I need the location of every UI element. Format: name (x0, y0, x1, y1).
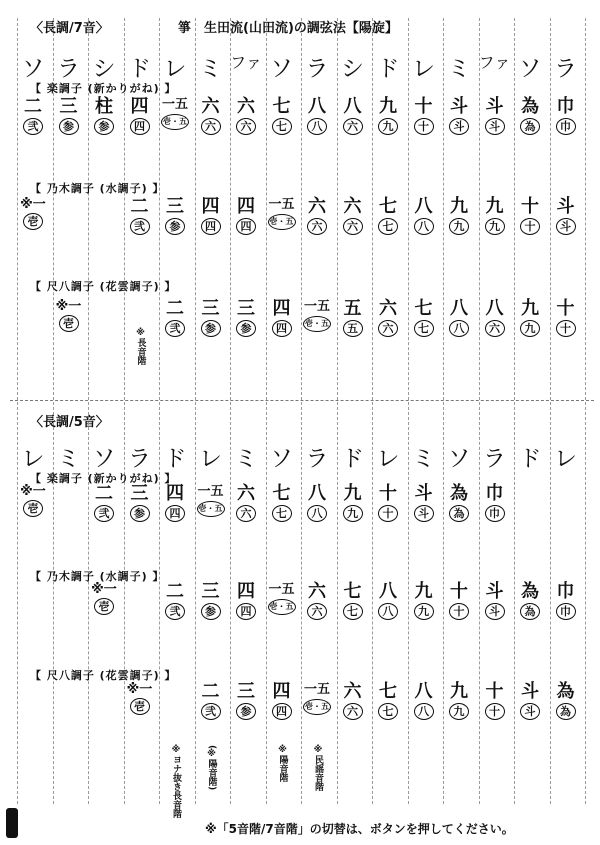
string-sub: 四 (236, 218, 256, 235)
string-number: 一五 (161, 97, 188, 112)
scale-note: ミ (447, 56, 471, 82)
string-sub: 斗 (414, 505, 434, 522)
scale-note: ラ (57, 56, 80, 82)
string-cell (123, 485, 157, 522)
string-sub: 参 (94, 118, 114, 135)
string-sub: 壱・五 (268, 214, 296, 230)
scale-note: ド (341, 446, 364, 472)
scale-note: ラ (128, 446, 151, 472)
string-cell (371, 485, 405, 522)
string-sub: 壱 (94, 598, 114, 615)
scale-note: レ (199, 446, 222, 472)
column-line (53, 18, 54, 804)
string-cell (513, 198, 547, 235)
string-cell (371, 198, 405, 235)
string-number: 七 (379, 681, 397, 702)
string-sub: 十 (520, 218, 540, 235)
section-title-5-tone: 〈長調/5音〉 (30, 415, 109, 430)
string-number: 六 (343, 681, 362, 702)
string-number: 為 (556, 681, 575, 702)
string-number: 八 (379, 581, 397, 602)
string-number: 七 (379, 196, 397, 217)
string-sub: 参 (59, 118, 79, 135)
toggle-marker (6, 808, 18, 838)
string-number: 三 (201, 298, 220, 319)
string-number: 斗 (414, 483, 433, 504)
string-number: 九 (450, 681, 468, 702)
column-line (88, 18, 89, 804)
string-cell (300, 583, 334, 620)
tuning-label: 【 乃木調子 (水調子) 】 (30, 182, 165, 195)
scale-note: ソ (92, 446, 116, 472)
string-cell (52, 98, 86, 135)
string-cell (87, 485, 121, 522)
string-number: 二 (130, 196, 149, 217)
string-number: 七 (414, 298, 433, 319)
string-sub: 弐 (201, 703, 221, 720)
string-cell (442, 583, 476, 620)
string-cell (158, 98, 192, 130)
string-cell (300, 485, 334, 522)
string-number: 十 (379, 483, 397, 504)
string-number: 斗 (485, 96, 504, 117)
string-cell (478, 485, 512, 522)
string-number: 一五 (303, 682, 330, 697)
scale-note-annotation: ※民謡音階 (313, 745, 323, 791)
string-number: 八 (450, 298, 468, 319)
string-number: 為 (521, 96, 539, 117)
string-number: 十 (485, 681, 504, 702)
scale-note: ド (128, 56, 151, 82)
string-number: 二 (95, 483, 113, 504)
string-sub: 六 (343, 118, 363, 135)
string-cell (229, 300, 263, 337)
string-sub: 十 (485, 703, 505, 720)
string-number: 九 (343, 483, 362, 504)
string-sub: 七 (343, 603, 363, 620)
string-number: 八 (414, 196, 433, 217)
string-cell (229, 198, 263, 235)
string-sub: 壱 (23, 500, 43, 517)
string-number: 二 (201, 681, 220, 702)
string-sub: 六 (485, 320, 505, 337)
string-cell (336, 300, 370, 337)
string-cell (549, 683, 583, 720)
scale-note: ソ (270, 446, 293, 472)
string-sub: 為 (449, 505, 469, 522)
string-sub: 八 (307, 118, 327, 135)
string-cell (265, 300, 299, 337)
string-sub: 六 (343, 703, 363, 720)
tuning-label: 【 楽調子 (新かりがね) 】 (30, 472, 177, 485)
string-sub: 為 (520, 603, 540, 620)
string-cell (407, 683, 441, 720)
string-cell (194, 98, 228, 135)
string-cell (158, 198, 192, 235)
string-number: 六 (308, 196, 326, 217)
string-sub: 弐 (165, 603, 185, 620)
string-sub: 斗 (485, 118, 505, 135)
string-number: 巾 (556, 581, 575, 602)
string-cell (158, 300, 192, 337)
string-number: 七 (272, 483, 291, 504)
string-cell (442, 300, 476, 337)
string-cell (300, 300, 334, 332)
section-title-7-tone: 〈長調/7音〉 (30, 21, 109, 36)
string-cell (442, 485, 476, 522)
string-sub: 九 (449, 703, 469, 720)
scale-note: ミ (199, 56, 222, 82)
string-number: ※一 (91, 582, 117, 597)
string-cell (371, 98, 405, 135)
string-cell (549, 198, 583, 235)
string-number: 九 (379, 96, 397, 117)
string-cell (336, 98, 370, 135)
string-cell (194, 198, 228, 235)
string-sub: 九 (449, 218, 469, 235)
tuning-label: 【 乃木調子 (水調子) 】 (30, 570, 165, 583)
string-cell (265, 98, 299, 135)
string-number: 七 (343, 581, 362, 602)
string-cell (16, 198, 50, 230)
string-number: 斗 (521, 681, 539, 702)
string-sub: 七 (378, 218, 398, 235)
string-cell (478, 198, 512, 235)
string-sub: 六 (307, 603, 327, 620)
string-sub: 四 (130, 118, 150, 135)
string-number: 三 (237, 681, 255, 702)
string-cell (194, 300, 228, 337)
string-sub: 九 (520, 320, 540, 337)
string-cell (16, 98, 50, 135)
scale-note-annotation: ※ヨナ抜き長音階 (171, 745, 181, 818)
string-number: 六 (201, 96, 220, 117)
string-sub: 九 (485, 218, 505, 235)
string-sub: 四 (272, 703, 292, 720)
page-title: 箏 生田流(山田流)の調弦法【陽旋】 (178, 21, 398, 36)
string-sub: 九 (343, 505, 363, 522)
string-number: 斗 (485, 581, 504, 602)
scale-note: レ (376, 446, 400, 472)
string-number: 四 (237, 196, 255, 217)
string-cell (194, 683, 228, 720)
string-number: 八 (343, 96, 362, 117)
string-cell (265, 198, 299, 230)
string-number: 三 (201, 581, 220, 602)
string-number: 二 (166, 581, 184, 602)
string-number: ※一 (20, 197, 46, 212)
string-cell (194, 583, 228, 620)
string-number: ※一 (55, 299, 82, 314)
scale-note-annotation: ※長音階 (135, 328, 146, 365)
string-sub: 九 (414, 603, 434, 620)
string-sub: 六 (236, 505, 256, 522)
string-sub: 斗 (449, 118, 469, 135)
tuning-label: 【 尺八調子 (花雲調子) 】 (30, 280, 177, 293)
string-cell (265, 683, 299, 720)
string-cell (442, 198, 476, 235)
scale-note-annotation: ※陽音階 (277, 745, 288, 782)
string-number: 八 (308, 483, 326, 504)
scale-note: ファ (478, 53, 511, 72)
string-cell (478, 300, 512, 337)
string-cell (265, 583, 299, 615)
string-cell (16, 485, 50, 517)
string-number: 六 (379, 298, 397, 319)
string-cell (407, 485, 441, 522)
string-sub: 四 (272, 320, 292, 337)
string-number: 十 (450, 581, 468, 602)
scale-note: シ (92, 56, 116, 82)
string-sub: 十 (449, 603, 469, 620)
string-sub: 七 (378, 703, 398, 720)
string-cell (513, 683, 547, 720)
column-line (585, 18, 586, 804)
string-cell (549, 300, 583, 337)
string-sub: 参 (236, 320, 256, 337)
string-number: 巾 (485, 483, 504, 504)
scale-note: ド (163, 446, 187, 472)
string-cell (513, 98, 547, 135)
string-number: ※一 (20, 484, 46, 499)
string-sub: 参 (236, 703, 256, 720)
string-sub: 八 (449, 320, 469, 337)
string-sub: 六 (307, 218, 327, 235)
string-sub: 七 (414, 320, 434, 337)
string-number: 斗 (450, 96, 468, 117)
scale-note: ミ (234, 446, 258, 472)
string-cell (158, 485, 192, 522)
string-sub: 四 (236, 603, 256, 620)
string-number: 一五 (268, 582, 295, 597)
string-number: 八 (414, 681, 433, 702)
string-sub: 八 (414, 703, 434, 720)
scale-note: ミ (412, 446, 435, 472)
string-cell (123, 98, 157, 135)
string-number: 三 (130, 483, 149, 504)
string-cell (478, 583, 512, 620)
string-number: 六 (237, 96, 255, 117)
string-sub: 巾 (485, 505, 505, 522)
scale-note: ド (518, 446, 542, 472)
scale-note: レ (554, 446, 577, 472)
string-number: 十 (414, 96, 433, 117)
scale-note: ラ (554, 56, 577, 82)
string-sub: 壱 (23, 213, 43, 230)
string-cell (300, 683, 334, 715)
string-number: 二 (24, 96, 42, 117)
string-cell (123, 683, 157, 715)
string-number: 一五 (197, 484, 224, 499)
string-cell (265, 485, 299, 522)
string-sub: 四 (165, 505, 185, 522)
string-cell (229, 485, 263, 522)
string-sub: 為 (556, 703, 576, 720)
string-number: 四 (130, 96, 149, 117)
string-number: 一五 (268, 197, 295, 212)
string-cell (407, 98, 441, 135)
scale-note: ド (376, 56, 400, 82)
tuning-label: 【 尺八調子 (花雲調子) 】 (30, 669, 177, 682)
string-sub: 六 (343, 218, 363, 235)
string-number: 四 (166, 483, 184, 504)
string-number: 六 (343, 196, 362, 217)
string-sub: 参 (201, 320, 221, 337)
string-cell (371, 300, 405, 337)
string-number: 二 (166, 298, 184, 319)
string-sub: 巾 (556, 603, 576, 620)
string-cell (194, 485, 228, 517)
string-sub: 壱・五 (303, 699, 331, 715)
string-sub: 五 (343, 320, 363, 337)
string-number: 八 (308, 96, 326, 117)
string-number: 四 (272, 298, 291, 319)
string-sub: 十 (378, 505, 398, 522)
string-number: 四 (272, 681, 291, 702)
scale-note: ラ (305, 56, 329, 82)
scale-note: レ (21, 446, 45, 472)
string-cell (549, 583, 583, 620)
string-number: 九 (485, 196, 504, 217)
string-number: 七 (272, 96, 291, 117)
scale-note: ソ (21, 56, 45, 82)
string-number: 三 (166, 196, 184, 217)
string-number: 九 (414, 581, 433, 602)
string-number: 六 (237, 483, 255, 504)
string-sub: 壱・五 (197, 501, 225, 517)
string-number: 四 (237, 581, 255, 602)
string-sub: 壱・五 (161, 114, 189, 130)
string-cell (336, 583, 370, 620)
section-divider (10, 400, 594, 401)
scale-note: シ (341, 56, 364, 82)
string-number: 八 (485, 298, 504, 319)
string-number: 為 (450, 483, 468, 504)
string-sub: 壱 (130, 698, 150, 715)
string-number: 九 (450, 196, 468, 217)
string-cell (336, 485, 370, 522)
string-cell (229, 583, 263, 620)
string-sub: 斗 (485, 603, 505, 620)
scale-note: ラ (483, 446, 506, 472)
string-sub: 七 (272, 118, 292, 135)
string-sub: 六 (201, 118, 221, 135)
string-cell (300, 198, 334, 235)
string-sub: 弐 (130, 218, 150, 235)
scale-note: レ (163, 56, 187, 82)
string-sub: 弐 (23, 118, 43, 135)
string-cell (300, 98, 334, 135)
string-sub: 十 (556, 320, 576, 337)
column-line (159, 18, 160, 804)
string-sub: 八 (307, 505, 327, 522)
scale-note: ミ (57, 446, 80, 472)
string-sub: 参 (201, 603, 221, 620)
string-cell (442, 98, 476, 135)
string-number: 柱 (95, 96, 113, 117)
string-sub: 八 (414, 218, 434, 235)
string-sub: 七 (272, 505, 292, 522)
string-number: 斗 (556, 196, 575, 217)
footer-note: ※「5音階/7音階」の切替は、ボタンを押してください。 (205, 822, 514, 836)
scale-note: ファ (230, 53, 262, 72)
string-cell (478, 98, 512, 135)
string-cell (229, 683, 263, 720)
tuning-label: 【 楽調子 (新かりがね) 】 (30, 82, 177, 95)
string-sub: 六 (378, 320, 398, 337)
string-cell (513, 300, 547, 337)
scale-note: ソ (518, 56, 542, 82)
string-sub: 壱 (59, 315, 79, 332)
string-number: 三 (59, 96, 78, 117)
string-sub: 斗 (556, 218, 576, 235)
string-cell (336, 198, 370, 235)
string-cell (87, 583, 121, 615)
string-cell (407, 198, 441, 235)
string-sub: 弐 (165, 320, 185, 337)
string-sub: 十 (414, 118, 434, 135)
scale-note: ラ (305, 446, 329, 472)
string-number: 十 (556, 298, 575, 319)
string-number: 九 (521, 298, 539, 319)
string-number: ※一 (126, 682, 153, 697)
string-sub: 六 (236, 118, 256, 135)
string-sub: 壱・五 (303, 316, 331, 332)
string-cell (407, 583, 441, 620)
string-sub: 為 (520, 118, 540, 135)
string-sub: 弐 (94, 505, 114, 522)
string-cell (123, 198, 157, 235)
string-cell (336, 683, 370, 720)
scale-note-annotation: (※陽音階) (206, 745, 217, 791)
string-sub: 参 (130, 505, 150, 522)
string-number: 十 (521, 196, 539, 217)
string-cell (407, 300, 441, 337)
string-number: 巾 (556, 96, 575, 117)
string-number: 六 (308, 581, 326, 602)
string-sub: 四 (201, 218, 221, 235)
string-sub: 巾 (556, 118, 576, 135)
string-sub: 斗 (520, 703, 540, 720)
string-cell (371, 583, 405, 620)
column-line (17, 18, 18, 804)
scale-note: レ (412, 56, 435, 82)
string-cell (229, 98, 263, 135)
string-number: 三 (237, 298, 255, 319)
string-cell (478, 683, 512, 720)
string-cell (158, 583, 192, 620)
string-cell (513, 583, 547, 620)
string-number: 五 (343, 298, 362, 319)
string-cell (52, 300, 86, 332)
string-sub: 壱・五 (268, 599, 296, 615)
string-number: 一五 (303, 299, 330, 314)
string-number: 四 (201, 196, 220, 217)
string-sub: 参 (165, 218, 185, 235)
scale-note: ソ (447, 446, 471, 472)
string-number: 為 (521, 581, 539, 602)
string-sub: 八 (378, 603, 398, 620)
string-cell (371, 683, 405, 720)
string-cell (549, 98, 583, 135)
string-cell (87, 98, 121, 135)
string-cell (442, 683, 476, 720)
string-sub: 九 (378, 118, 398, 135)
scale-note: ソ (270, 56, 293, 82)
